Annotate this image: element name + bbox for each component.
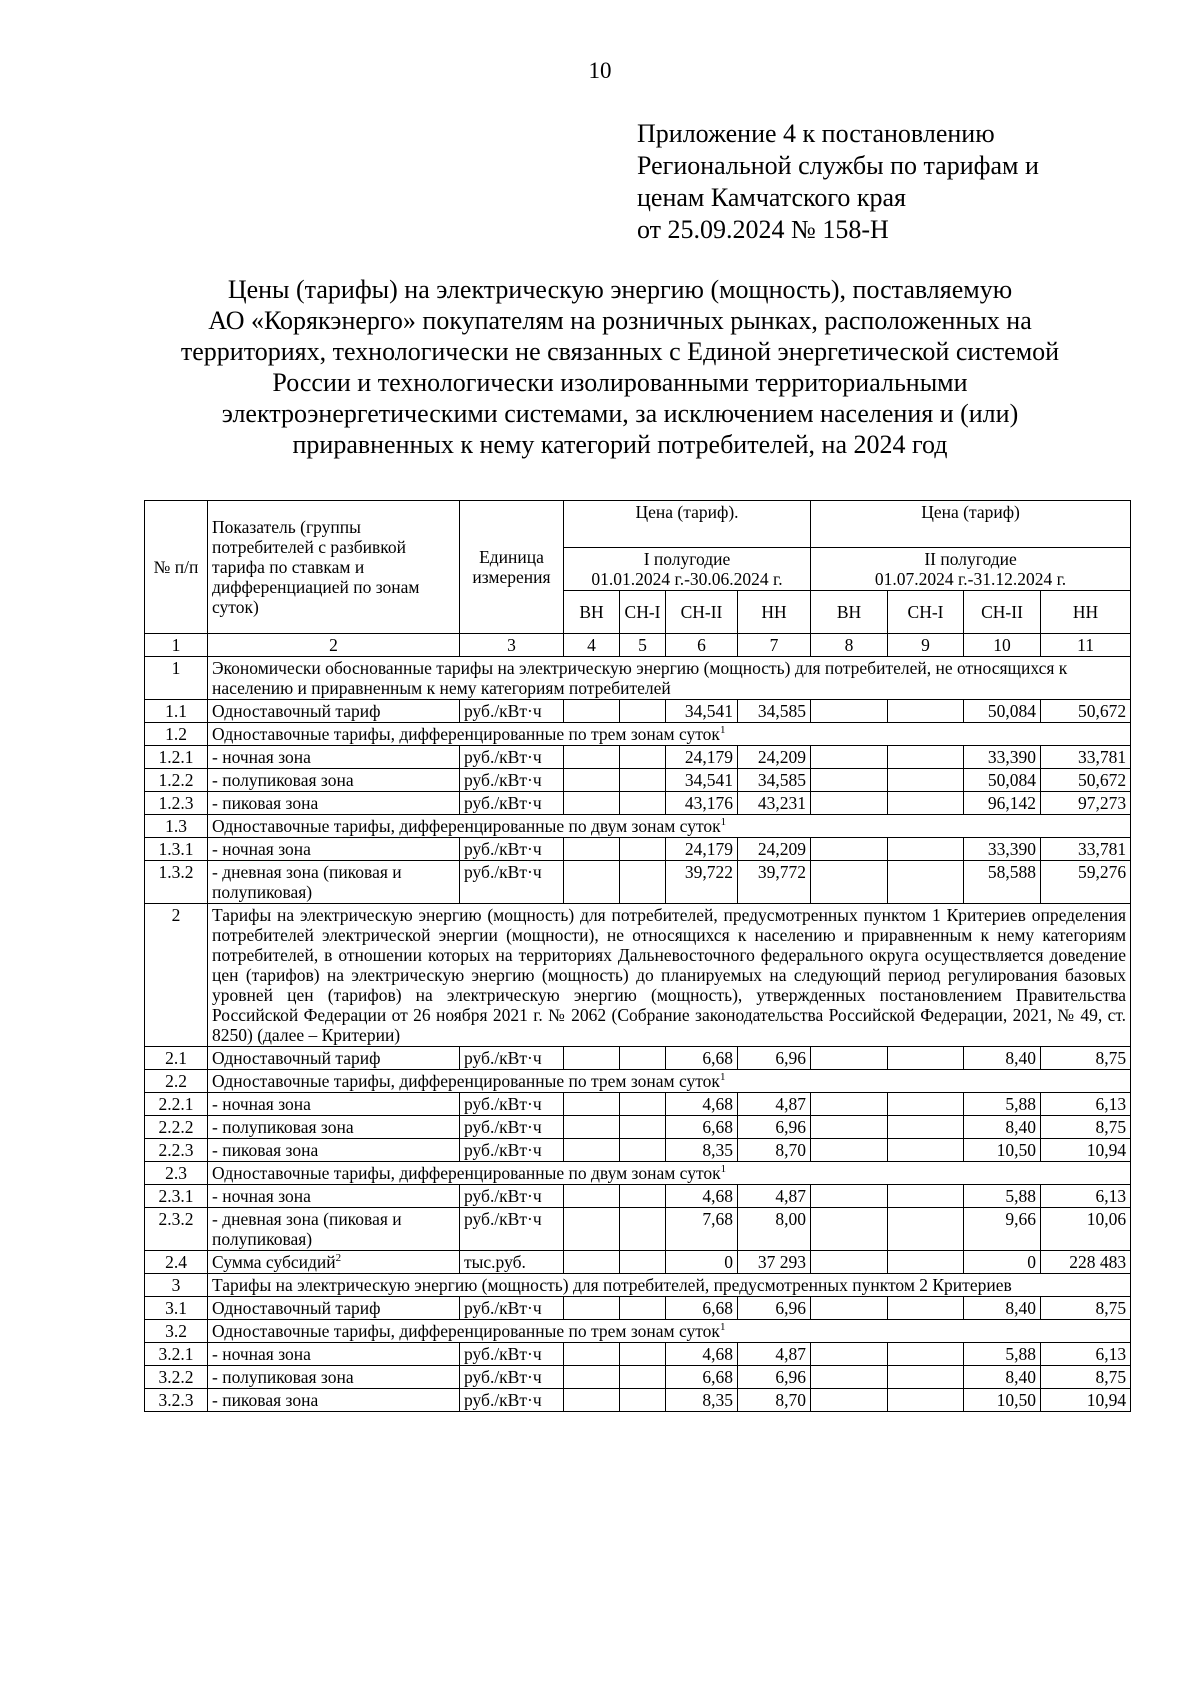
price-cell: 37 293 [738, 1251, 811, 1274]
price-cell: 0 [964, 1251, 1041, 1274]
price-cell: 0 [666, 1251, 738, 1274]
header-unit: Единица измерения [460, 501, 564, 634]
price-cell [888, 1297, 964, 1320]
indicator-name: - полупиковая зона [208, 1116, 460, 1139]
title-line: приравненных к нему категорий потребителей, на 2024 год [292, 430, 948, 459]
row-number: 2.2.3 [145, 1139, 208, 1162]
title-line: электроэнергетическими системами, за исключением населения и (или) [221, 399, 1019, 428]
document-title [120, 274, 1120, 460]
row-number: 3.1 [145, 1297, 208, 1320]
indicator-name: Сумма субсидий$^2$ [208, 1251, 460, 1274]
column-number: 10 [964, 634, 1041, 657]
section-title: Экономически обоснованные тарифы на электрическую энергию (мощность) для потребителей, не относящихся к населению и приравненным к нему категориям потребителей [208, 657, 1131, 700]
price-cell [811, 861, 888, 904]
price-cell: 7,68 [666, 1208, 738, 1251]
footnote-marker: 1 [720, 1163, 727, 1176]
price-cell [564, 1185, 620, 1208]
section-row [145, 815, 1131, 838]
price-cell: 4,68 [666, 1185, 738, 1208]
price-cell [564, 1047, 620, 1070]
table-row [145, 838, 1131, 861]
price-cell: 34,585 [738, 769, 811, 792]
unit-cell: руб./кВт·ч [460, 1343, 564, 1366]
price-cell: 34,585 [738, 700, 811, 723]
indicator-name: Одноставочный тариф [208, 1297, 460, 1320]
price-cell [888, 1185, 964, 1208]
row-number: 3.2.1 [145, 1343, 208, 1366]
price-cell: 4,68 [666, 1093, 738, 1116]
price-cell: 24,209 [738, 838, 811, 861]
table-row [145, 1208, 1131, 1251]
price-cell: 6,68 [666, 1366, 738, 1389]
price-cell [811, 1185, 888, 1208]
header-price-second: Цена (тариф) [811, 501, 1131, 548]
section-row [145, 657, 1131, 700]
column-number-row [145, 634, 1131, 657]
price-cell [888, 746, 964, 769]
table-row [145, 1251, 1131, 1274]
table-row [145, 769, 1131, 792]
price-cell [811, 1139, 888, 1162]
price-cell: 24,179 [666, 838, 738, 861]
price-cell: 6,68 [666, 1297, 738, 1320]
section-row [145, 1070, 1131, 1093]
section-title: Одноставочные тарифы, дифференцированные по трем зонам суток$^1$ [208, 1320, 1131, 1343]
row-number: 1.2.3 [145, 792, 208, 815]
unit-cell: руб./кВт·ч [460, 1093, 564, 1116]
column-number: 3 [460, 634, 564, 657]
footnote-marker: 2 [335, 1252, 342, 1265]
price-cell: 6,13 [1041, 1185, 1131, 1208]
section-row [145, 723, 1131, 746]
price-cell: 4,68 [666, 1343, 738, 1366]
indicator-name: - дневная зона (пиковая и полупиковая) [208, 1208, 460, 1251]
table-row [145, 746, 1131, 769]
row-number: 2.3 [145, 1162, 208, 1185]
unit-cell: руб./кВт·ч [460, 1389, 564, 1412]
price-cell [811, 1343, 888, 1366]
title-line: территориях, технологически не связанных с Единой энергетической системой [180, 337, 1060, 366]
unit-cell: руб./кВт·ч [460, 861, 564, 904]
price-cell: 39,722 [666, 861, 738, 904]
page-number: 10 [588, 58, 612, 83]
price-cell: 6,96 [738, 1366, 811, 1389]
unit-cell: руб./кВт·ч [460, 1047, 564, 1070]
price-cell [888, 700, 964, 723]
footnote-marker: 1 [720, 816, 727, 829]
price-cell [888, 769, 964, 792]
section-row [145, 1320, 1131, 1343]
price-cell [888, 1116, 964, 1139]
price-cell [888, 838, 964, 861]
price-cell: 8,75 [1041, 1116, 1131, 1139]
unit-cell: руб./кВт·ч [460, 746, 564, 769]
column-number: 11 [1041, 634, 1131, 657]
price-cell [620, 1093, 666, 1116]
row-number: 2.4 [145, 1251, 208, 1274]
row-number: 3.2.3 [145, 1389, 208, 1412]
price-cell: 9,66 [964, 1208, 1041, 1251]
unit-cell: руб./кВт·ч [460, 700, 564, 723]
section-title: Одноставочные тарифы, дифференцированные по трем зонам суток$^1$ [208, 723, 1131, 746]
header-price-first: Цена (тариф). [564, 501, 811, 548]
price-cell: 59,276 [1041, 861, 1131, 904]
table-row [145, 1389, 1131, 1412]
price-cell [620, 1389, 666, 1412]
price-cell: 5,88 [964, 1185, 1041, 1208]
row-number: 2.3.2 [145, 1208, 208, 1251]
section-title: Одноставочные тарифы, дифференцированные по трем зонам суток$^1$ [208, 1070, 1131, 1093]
header-num: № п/п [145, 501, 208, 634]
unit-cell: руб./кВт·ч [460, 1366, 564, 1389]
row-number: 1.2.2 [145, 769, 208, 792]
price-cell: 6,13 [1041, 1093, 1131, 1116]
price-cell: 10,50 [964, 1139, 1041, 1162]
price-cell: 8,70 [738, 1389, 811, 1412]
row-number: 1.2 [145, 723, 208, 746]
header-indicator: Показатель (группы потребителей с разбивкой тарифа по ставкам и дифференциацией по зонам суток) [208, 501, 460, 634]
price-cell [811, 1208, 888, 1251]
price-cell [811, 838, 888, 861]
price-cell: 34,541 [666, 700, 738, 723]
price-cell [811, 1389, 888, 1412]
price-cell [888, 1251, 964, 1274]
unit-cell: руб./кВт·ч [460, 838, 564, 861]
indicator-name: - пиковая зона [208, 1389, 460, 1412]
price-cell: 6,68 [666, 1047, 738, 1070]
price-cell: 97,273 [1041, 792, 1131, 815]
table-row [145, 792, 1131, 815]
indicator-name: - пиковая зона [208, 1139, 460, 1162]
header-level: НН [1041, 591, 1131, 634]
price-cell [888, 1389, 964, 1412]
price-cell: 33,781 [1041, 746, 1131, 769]
price-cell [620, 1139, 666, 1162]
price-cell [811, 1251, 888, 1274]
table-row [145, 1116, 1131, 1139]
price-cell: 50,672 [1041, 700, 1131, 723]
price-cell [564, 1251, 620, 1274]
row-number: 3.2.2 [145, 1366, 208, 1389]
price-cell: 50,672 [1041, 769, 1131, 792]
section-row [145, 904, 1131, 1047]
table-row [145, 1343, 1131, 1366]
price-cell [888, 1139, 964, 1162]
unit-cell: руб./кВт·ч [460, 1116, 564, 1139]
price-cell [888, 1208, 964, 1251]
price-cell [620, 792, 666, 815]
price-cell [620, 746, 666, 769]
header-level: НН [738, 591, 811, 634]
section-title: Тарифы на электрическую энергию (мощность) для потребителей, предусмотренных пунктом 1 Критериев определения потребителей электрической энергии (мощности), не относящихся к населению и приравненным к нему категориям потребителей, в отношении которых на территориях Дальневосточного федерального округа осуществляется доведение цен (тарифов) на электрическую энергию (мощность) до планируемых на следующий период регулирования базовых уровней цен (тарифов) на электрическую энергию (мощность), утвержденных постановлением Правительства Российской Федерации от 26 ноября 2021 г. № 2062 (Собрание законодательства Российской Федерации, 2021, № 49, ст. 8250) (далее – Критерии) [208, 904, 1131, 1047]
price-cell [564, 838, 620, 861]
price-cell [620, 838, 666, 861]
price-cell [620, 1116, 666, 1139]
table-row [145, 1093, 1131, 1116]
price-cell: 58,588 [964, 861, 1041, 904]
column-number: 2 [208, 634, 460, 657]
price-cell [620, 1343, 666, 1366]
column-number: 7 [738, 634, 811, 657]
price-cell: 4,87 [738, 1185, 811, 1208]
price-cell [811, 700, 888, 723]
price-cell: 228 483 [1041, 1251, 1131, 1274]
price-cell [564, 1139, 620, 1162]
row-number: 3.2 [145, 1320, 208, 1343]
tariff-table [144, 500, 1131, 1412]
price-cell [564, 792, 620, 815]
appendix-block [637, 118, 1039, 246]
price-cell: 4,87 [738, 1093, 811, 1116]
price-cell: 8,75 [1041, 1047, 1131, 1070]
section-title: Одноставочные тарифы, дифференцированные по двум зонам суток$^1$ [208, 815, 1131, 838]
row-number: 2.1 [145, 1047, 208, 1070]
price-cell: 6,96 [738, 1116, 811, 1139]
price-cell: 8,75 [1041, 1297, 1131, 1320]
price-cell [811, 1093, 888, 1116]
price-cell: 43,176 [666, 792, 738, 815]
indicator-name: - полупиковая зона [208, 1366, 460, 1389]
unit-cell: тыс.руб. [460, 1251, 564, 1274]
price-cell: 8,40 [964, 1297, 1041, 1320]
price-cell [564, 769, 620, 792]
header-level: СН-II [964, 591, 1041, 634]
price-cell: 33,390 [964, 838, 1041, 861]
price-cell [811, 792, 888, 815]
table-row [145, 1185, 1131, 1208]
price-cell: 43,231 [738, 792, 811, 815]
price-cell [564, 700, 620, 723]
indicator-name: - ночная зона [208, 746, 460, 769]
column-number: 9 [888, 634, 964, 657]
price-cell [620, 1185, 666, 1208]
price-cell: 10,94 [1041, 1139, 1131, 1162]
price-cell: 33,390 [964, 746, 1041, 769]
price-cell: 96,142 [964, 792, 1041, 815]
indicator-name: - полупиковая зона [208, 769, 460, 792]
table-row [145, 1297, 1131, 1320]
price-cell: 10,94 [1041, 1389, 1131, 1412]
header-level: СН-I [620, 591, 666, 634]
price-cell [564, 1093, 620, 1116]
price-cell [620, 1251, 666, 1274]
indicator-name: - ночная зона [208, 1093, 460, 1116]
price-cell: 8,40 [964, 1047, 1041, 1070]
appendix-line: от 25.09.2024 № 158-Н [637, 215, 889, 244]
row-number: 1.3 [145, 815, 208, 838]
column-number: 8 [811, 634, 888, 657]
header-level: СН-I [888, 591, 964, 634]
section-title: Одноставочные тарифы, дифференцированные по двум зонам суток$^1$ [208, 1162, 1131, 1185]
price-cell [564, 1116, 620, 1139]
price-cell [811, 1366, 888, 1389]
appendix-line: Региональной службы по тарифам и [637, 151, 1039, 180]
column-number: 4 [564, 634, 620, 657]
unit-cell: руб./кВт·ч [460, 1185, 564, 1208]
table-row [145, 861, 1131, 904]
price-cell [564, 1366, 620, 1389]
price-cell [888, 1343, 964, 1366]
indicator-name: - пиковая зона [208, 792, 460, 815]
price-cell: 6,96 [738, 1297, 811, 1320]
row-number: 3 [145, 1274, 208, 1297]
price-cell [564, 1208, 620, 1251]
section-row [145, 1274, 1131, 1297]
table-row [145, 1047, 1131, 1070]
header-level: ВН [811, 591, 888, 634]
price-cell [564, 861, 620, 904]
footnote-marker: 1 [719, 1321, 726, 1334]
price-cell: 8,35 [666, 1389, 738, 1412]
column-number: 5 [620, 634, 666, 657]
section-title: Тарифы на электрическую энергию (мощность) для потребителей, предусмотренных пунктом 2 Критериев [208, 1274, 1131, 1297]
row-number: 2.2.2 [145, 1116, 208, 1139]
indicator-name: - дневная зона (пиковая и полупиковая) [208, 861, 460, 904]
price-cell: 50,084 [964, 700, 1041, 723]
footnote-marker: 1 [719, 1071, 726, 1084]
price-cell [564, 746, 620, 769]
price-cell: 8,75 [1041, 1366, 1131, 1389]
row-number: 2.2 [145, 1070, 208, 1093]
header-half-first: I полугодие 01.01.2024 г.-30.06.2024 г. [564, 548, 811, 591]
price-cell: 33,781 [1041, 838, 1131, 861]
row-number: 1.2.1 [145, 746, 208, 769]
price-cell [620, 1297, 666, 1320]
price-cell [888, 1047, 964, 1070]
price-cell: 50,084 [964, 769, 1041, 792]
price-cell [811, 1297, 888, 1320]
title-line: Цены (тарифы) на электрическую энергию (мощность), поставляемую [227, 275, 1013, 304]
price-cell [564, 1297, 620, 1320]
price-cell: 8,35 [666, 1139, 738, 1162]
price-cell [620, 769, 666, 792]
indicator-name: - ночная зона [208, 838, 460, 861]
row-number: 1.3.2 [145, 861, 208, 904]
price-cell [811, 1047, 888, 1070]
title-line: АО «Корякэнерго» покупателям на розничных рынках, расположенных на [208, 306, 1032, 335]
price-cell [888, 1093, 964, 1116]
price-cell: 8,40 [964, 1116, 1041, 1139]
price-cell [564, 1389, 620, 1412]
section-row [145, 1162, 1131, 1185]
price-cell: 10,06 [1041, 1208, 1131, 1251]
column-number: 6 [666, 634, 738, 657]
title-line: России и технологически изолированными территориальными [272, 368, 968, 397]
price-cell [620, 861, 666, 904]
price-cell [620, 1047, 666, 1070]
row-number: 1.3.1 [145, 838, 208, 861]
column-number: 1 [145, 634, 208, 657]
table-row [145, 1139, 1131, 1162]
price-cell [888, 861, 964, 904]
table-row [145, 700, 1131, 723]
price-cell: 8,40 [964, 1366, 1041, 1389]
price-cell: 39,772 [738, 861, 811, 904]
row-number: 1 [145, 657, 208, 700]
indicator-name: - ночная зона [208, 1185, 460, 1208]
table-row [145, 1366, 1131, 1389]
unit-cell: руб./кВт·ч [460, 1297, 564, 1320]
price-cell [888, 792, 964, 815]
price-cell: 8,00 [738, 1208, 811, 1251]
appendix-line: ценам Камчатского края [637, 183, 906, 212]
unit-cell: руб./кВт·ч [460, 792, 564, 815]
header-level: СН-II [666, 591, 738, 634]
row-number: 2.2.1 [145, 1093, 208, 1116]
indicator-name: Одноставочный тариф [208, 700, 460, 723]
price-cell: 6,96 [738, 1047, 811, 1070]
row-number: 2 [145, 904, 208, 1047]
price-cell [811, 746, 888, 769]
price-cell: 6,68 [666, 1116, 738, 1139]
table-body [145, 657, 1131, 1412]
footnote-marker: 1 [719, 724, 726, 737]
price-cell [620, 1208, 666, 1251]
price-cell: 24,209 [738, 746, 811, 769]
price-cell: 8,70 [738, 1139, 811, 1162]
unit-cell: руб./кВт·ч [460, 1208, 564, 1251]
price-cell: 6,13 [1041, 1343, 1131, 1366]
row-number: 2.3.1 [145, 1185, 208, 1208]
price-cell: 24,179 [666, 746, 738, 769]
price-cell [620, 1366, 666, 1389]
price-cell: 5,88 [964, 1343, 1041, 1366]
indicator-name: - ночная зона [208, 1343, 460, 1366]
indicator-name: Одноставочный тариф [208, 1047, 460, 1070]
unit-cell: руб./кВт·ч [460, 1139, 564, 1162]
price-cell [620, 700, 666, 723]
price-cell: 34,541 [666, 769, 738, 792]
price-cell [564, 1343, 620, 1366]
price-cell [811, 769, 888, 792]
price-cell [888, 1366, 964, 1389]
price-cell: 4,87 [738, 1343, 811, 1366]
price-cell [811, 1116, 888, 1139]
price-cell: 10,50 [964, 1389, 1041, 1412]
header-level: ВН [564, 591, 620, 634]
price-cell: 5,88 [964, 1093, 1041, 1116]
header-half-second: II полугодие 01.07.2024 г.-31.12.2024 г. [811, 548, 1131, 591]
row-number: 1.1 [145, 700, 208, 723]
appendix-line: Приложение 4 к постановлению [637, 119, 995, 148]
unit-cell: руб./кВт·ч [460, 769, 564, 792]
